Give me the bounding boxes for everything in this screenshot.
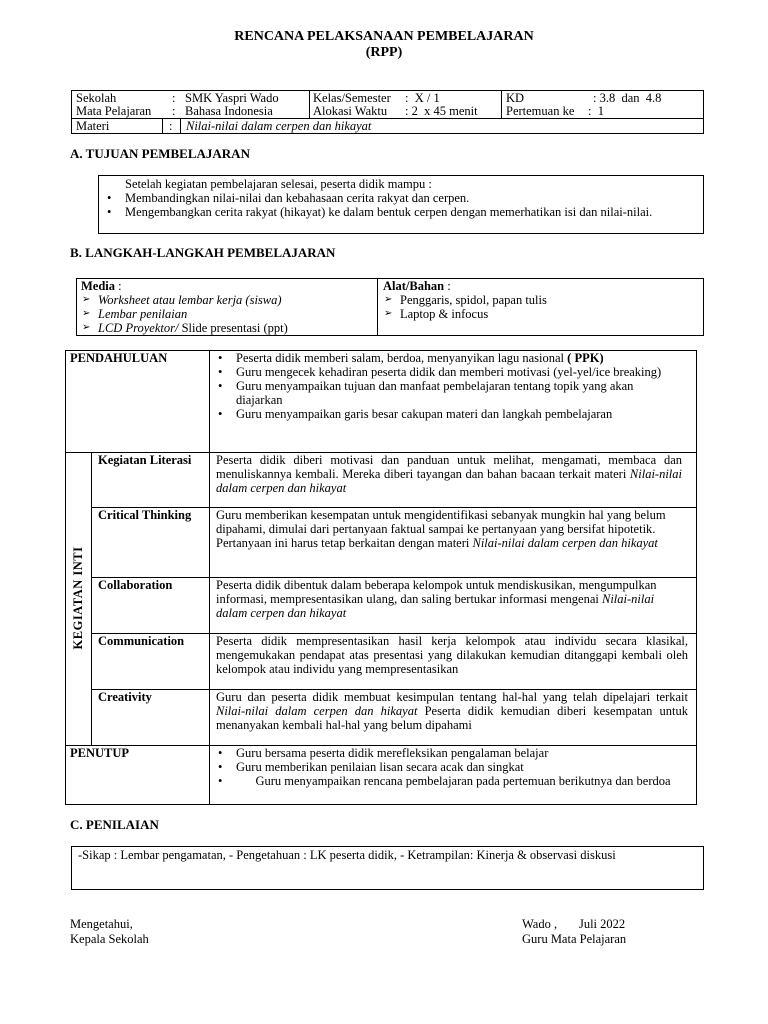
materi-value: Nilai-nilai dalam cerpen dan hikayat <box>186 119 372 133</box>
pertemuan-value: : 1 <box>588 104 604 118</box>
page-title: RENCANA PELAKSANAAN PEMBELAJARAN <box>234 29 534 44</box>
kegiatan-inti-label: KEGIATAN INTI <box>71 546 85 650</box>
inti-text-communication: Peserta didik mempresentasikan hasil kerja kelompok atau individu secara klasikal, mengemukakan pendapat atas presentasi yang dilakukan kemudian ditanggapi kembali oleh kelompok atau individu yang mempresentasikan <box>216 634 688 676</box>
media-colon: : <box>115 279 122 293</box>
alokasi-label: Alokasi Waktu <box>313 104 388 118</box>
tujuan-box <box>98 175 704 234</box>
list-item: • Guru menyampaikan garis besar cakupan materi dan langkah pembelajaran <box>212 407 682 421</box>
alokasi-value: : 2 x 45 menit <box>405 104 478 118</box>
list-item: • Guru menyampaikan tujuan dan manfaat pembelajaran tentang topik yang akan diajarkan <box>212 379 682 407</box>
tujuan-list <box>101 191 686 219</box>
pertemuan-label: Pertemuan ke <box>506 104 575 118</box>
inti-label-critical: Critical Thinking <box>98 508 192 522</box>
inti-text-collaboration: Peserta didik dibentuk dalam beberapa kelompok untuk mendiskusikan, mengumpulkan informasi, mempresentasikan ulang, dan saling bertukar informasi mengenai Nilai-nilai dalam cerpen dan hikayat <box>216 578 657 620</box>
sekolah-colon: : <box>172 91 176 105</box>
tujuan-intro: Setelah kegiatan pembelajaran selesai, peserta didik mampu : <box>125 177 432 191</box>
alat-heading <box>383 279 451 293</box>
media-heading <box>81 279 122 293</box>
list-item: • Guru memberikan penilaian lisan secara acak dan singkat <box>212 760 690 774</box>
list-item: ➢ Laptop & infocus <box>383 307 693 321</box>
penutup-label: PENUTUP <box>70 746 130 760</box>
list-item: • Guru mengecek kehadiran peserta didik dan memberi motivasi (yel-yel/ice breaking) <box>212 365 682 379</box>
inti-label-creativity: Creativity <box>98 690 152 704</box>
pendahuluan-list <box>212 351 682 421</box>
list-item: ➢ Lembar penilaian <box>81 307 371 321</box>
list-item: • Mengembangkan cerita rakyat (hikayat) ke dalam bentuk cerpen dengan memerhatikan isi dan nilai-nilai. <box>101 205 686 219</box>
kd-value: : 3.8 dan 4.8 <box>593 91 662 105</box>
materi-label: Materi <box>76 119 110 133</box>
inti-label-literasi: Kegiatan Literasi <box>98 453 192 467</box>
sign-left-line2: Kepala Sekolah <box>70 932 149 946</box>
section-a-heading: A. TUJUAN PEMBELAJARAN <box>70 146 250 161</box>
mapel-colon: : <box>172 104 176 118</box>
penutup-list <box>212 746 690 788</box>
mapel-value: Bahasa Indonesia <box>185 104 273 118</box>
inti-label-communication: Communication <box>98 634 185 648</box>
media-label: Media <box>81 279 116 293</box>
alat-colon: : <box>444 279 451 293</box>
penilaian-text: -Sikap : Lembar pengamatan, - Pengetahuan : LK peserta didik, - Ketrampilan: Kinerja & observasi diskusi <box>78 848 616 862</box>
inti-text-critical: Guru memberikan kesempatan untuk mengidentifikasi sebanyak mungkin hal yang belum dipahami, dimulai dari pertanyaan faktual sampai ke pertanyaan yang bersifat hipotetik. Pertanyaan ini harus tetap berkaitan dengan materi Nilai-nilai dalam cerpen dan hikayat <box>216 508 666 550</box>
materi-colon: : <box>169 119 173 133</box>
penilaian-box <box>71 846 704 890</box>
kelas-value: : X / 1 <box>405 91 440 105</box>
list-item: ➢ Worksheet atau lembar kerja (siswa) <box>81 293 371 307</box>
media-list <box>81 293 371 335</box>
sekolah-value: SMK Yaspri Wado <box>185 91 279 105</box>
mapel-label: Mata Pelajaran <box>76 104 152 118</box>
pendahuluan-label: PENDAHULUAN <box>70 351 168 365</box>
inti-text-creativity: Guru dan peserta didik membuat kesimpulan tentang hal-hal yang telah dipelajari terkait Nilai-nilai dalam cerpen dan hikayat Peserta didik kemudian diberi kesempatan untuk menanyakan kembali hal-hal yang belum dipahami <box>216 690 689 732</box>
sign-left-line1: Mengetahui, <box>70 917 133 931</box>
list-item: ➢ Penggaris, spidol, papan tulis <box>383 293 693 307</box>
list-item: • Membandingkan nilai-nilai dan kebahasaan cerita rakyat dan cerpen. <box>101 191 686 205</box>
kelas-label: Kelas/Semester <box>313 91 391 105</box>
sekolah-label: Sekolah <box>76 91 117 105</box>
list-item: • Guru menyampaikan rencana pembelajaran pada pertemuan berikutnya dan berdoa <box>212 774 690 788</box>
alat-label: Alat/Bahan <box>383 279 445 293</box>
kd-label: KD <box>506 91 525 105</box>
inti-text-literasi: Peserta didik diberi motivasi dan panduan untuk melihat, mengamati, membaca dan menuliskannya kembali. Mereka diberi tayangan dan bahan bacaan terkait materi Nilai-nilai dalam cerpen dan hikayat <box>216 453 682 495</box>
list-item: • Guru bersama peserta didik merefleksikan pengalaman belajar <box>212 746 690 760</box>
list-item: • Peserta didik memberi salam, berdoa, menyanyikan lagu nasional ( PPK) <box>212 351 682 365</box>
sign-right-line2: Guru Mata Pelajaran <box>522 932 627 946</box>
page-subtitle: (RPP) <box>365 45 403 60</box>
alat-list <box>383 293 693 321</box>
section-c-heading: C. PENILAIAN <box>70 817 159 832</box>
sign-right-line1: Wado , Juli 2022 <box>522 917 626 931</box>
section-b-heading: B. LANGKAH-LANGKAH PEMBELAJARAN <box>70 245 336 260</box>
list-item: ➢ LCD Proyektor/ Slide presentasi (ppt) <box>81 321 371 335</box>
inti-label-collaboration: Collaboration <box>98 578 173 592</box>
